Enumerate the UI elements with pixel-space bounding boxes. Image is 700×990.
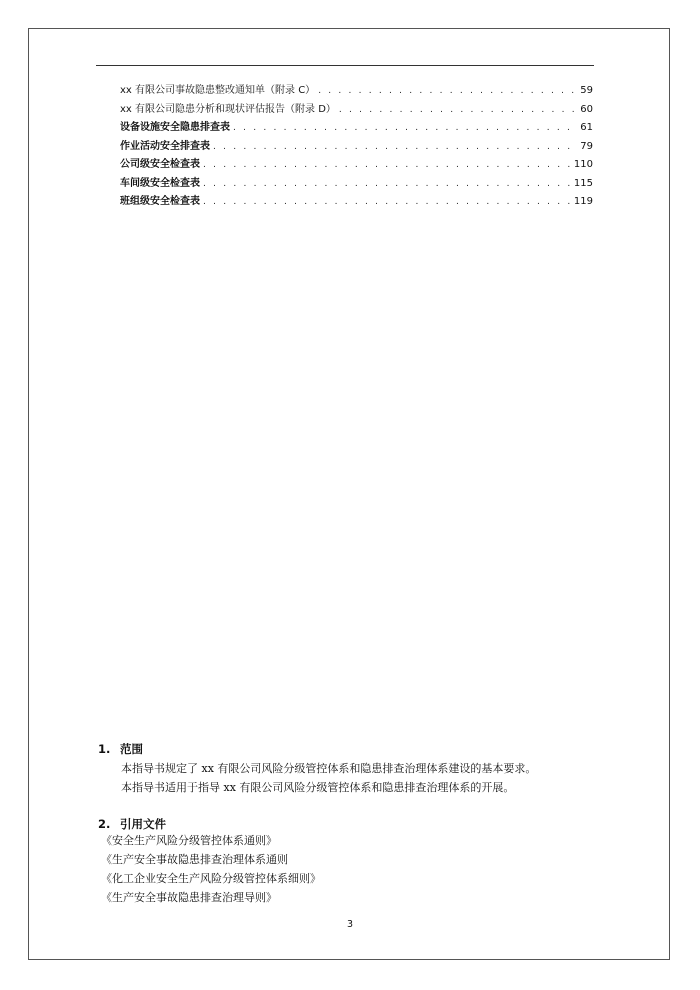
- section-number: 1.: [98, 742, 111, 756]
- scope-paragraph: 本指导书规定了 xx 有限公司风险分级管控体系和隐患排查治理体系建设的基本要求。: [121, 762, 537, 775]
- toc-entry[interactable]: [120, 138, 593, 157]
- toc-entry-page: 60: [580, 103, 593, 115]
- toc-entry[interactable]: [120, 175, 593, 194]
- toc-entry-title: 设备设施安全隐患排查表: [120, 122, 230, 133]
- toc-entry[interactable]: [120, 101, 593, 120]
- section-number: 2.: [98, 817, 111, 831]
- toc-entry-title: 公司级安全检查表: [120, 159, 200, 170]
- section-title: 范围: [120, 742, 143, 756]
- toc-entry[interactable]: [120, 119, 593, 138]
- toc-leader-dots: [203, 175, 571, 194]
- reference-item: 《化工企业安全生产风险分级管控体系细则》: [101, 872, 321, 885]
- toc-entry-page: 115: [573, 177, 593, 189]
- toc-entry-page: 110: [573, 159, 593, 170]
- page-number: 3: [346, 919, 354, 930]
- section-title: 引用文件: [120, 817, 166, 831]
- header-rule: [96, 65, 594, 66]
- reference-item: 《生产安全事故隐患排查治理体系通则: [101, 853, 288, 866]
- toc-entry-title: 车间级安全检查表: [120, 177, 200, 189]
- toc-entry-page: 79: [580, 140, 593, 152]
- toc-leader-dots: [233, 119, 577, 138]
- toc-entry[interactable]: [120, 193, 593, 212]
- section-1-heading: [98, 741, 143, 757]
- toc-leader-dots: [203, 193, 571, 212]
- reference-item: 《安全生产风险分级管控体系通则》: [101, 834, 277, 847]
- toc-entry-page: 119: [573, 196, 593, 207]
- table-of-contents: [120, 82, 593, 212]
- toc-entry-title: xx 有限公司事故隐患整改通知单（附录 C）: [120, 85, 316, 96]
- toc-leader-dots: [339, 101, 577, 120]
- toc-entry-title: 班组级安全检查表: [120, 196, 200, 207]
- toc-entry-title: 作业活动安全排查表: [120, 140, 210, 152]
- reference-item: 《生产安全事故隐患排查治理导则》: [101, 891, 277, 904]
- toc-leader-dots: [213, 138, 577, 157]
- scope-paragraph: 本指导书适用于指导 xx 有限公司风险分级管控体系和隐患排查治理体系的开展。: [121, 781, 515, 794]
- toc-entry[interactable]: [120, 82, 593, 101]
- toc-entry-title: xx 有限公司隐患分析和现状评估报告（附录 D）: [120, 103, 336, 115]
- toc-entry-page: 59: [580, 85, 593, 96]
- section-2-heading: [98, 816, 166, 832]
- toc-leader-dots: [318, 82, 577, 101]
- toc-entry-page: 61: [580, 122, 593, 133]
- toc-leader-dots: [203, 156, 571, 175]
- toc-entry[interactable]: [120, 156, 593, 175]
